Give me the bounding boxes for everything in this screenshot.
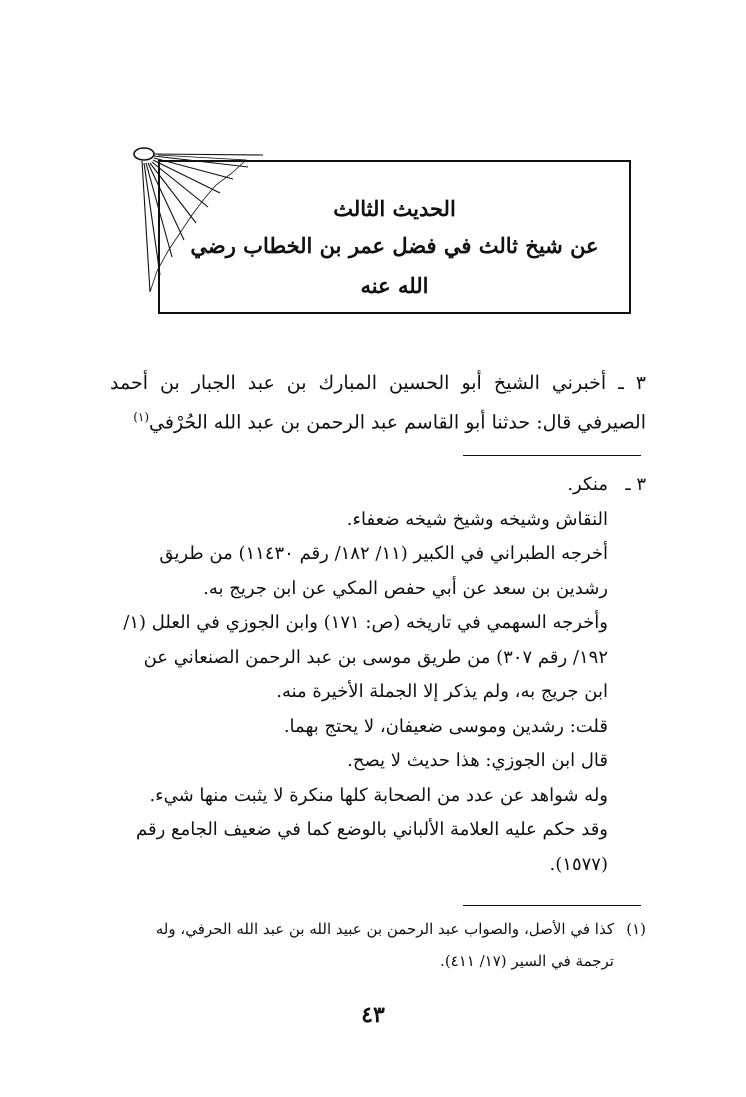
note-line: أخرجه الطبراني في الكبير (١١/ ١٨٢/ رقم ١١٤٣٠) من طريق رشدين بن سعد عن أبي حفص المكي عن ابن جريج به. bbox=[159, 543, 608, 599]
commentary-block bbox=[122, 468, 646, 882]
note-line: وأخرجه السهمي في تاريخه (ص: ١٧١) وابن الجوزي في العلل (١/ ١٩٢/ رقم ٣٠٧) من طريق موسى بن عبد الرحمن الصنعاني عن ابن جريج به، ولم يذكر إلا الجملة الأخيرة منه. bbox=[123, 612, 608, 702]
hadith-heading: الحديث الثالث bbox=[333, 196, 456, 221]
footnote-ref: (١) bbox=[133, 410, 150, 424]
note-line: وله شواهد عن عدد من الصحابة كلها منكرة لا يثبت منها شيء. bbox=[149, 784, 608, 806]
note-line: منكر. bbox=[567, 474, 608, 495]
footnote-text: كذا في الأصل، والصواب عبد الرحمن بن عبيد الله بن عبد الله الحرفي، وله ترجمة في السير (١٧/ ٤١١). bbox=[155, 920, 614, 970]
footnote bbox=[118, 913, 646, 977]
page-number: ٤٣ bbox=[361, 1002, 385, 1028]
note-number: ٣ ـ bbox=[625, 474, 646, 495]
hadith-body: ٣ ـ أخبرني الشيخ أبو الحسين المبارك بن عبد الجبار بن أحمد الصيرفي قال: حدثنا أبو القاسم عبد الرحمن بن عبد الله الحُرْفي bbox=[110, 372, 646, 434]
footnote-number: (١) bbox=[626, 920, 646, 938]
note-line: قال ابن الجوزي: هذا حديث لا يصح. bbox=[347, 750, 608, 771]
note-line: النقاش وشيخه وشيخ شيخه ضعفاء. bbox=[346, 508, 608, 530]
separator-rule bbox=[463, 455, 641, 456]
hadith-subheading: عن شيخ ثالث في فضل عمر بن الخطاب رضي الله عنه bbox=[190, 233, 599, 298]
note-line: وقد حكم عليه العلامة الألباني بالوضع كما في ضعيف الجامع رقم (١٥٧٧). bbox=[136, 819, 608, 875]
note-line: قلت: رشدين وموسى ضعيفان، لا يحتج بهما. bbox=[283, 715, 608, 737]
footnote-rule bbox=[463, 905, 641, 906]
title-box bbox=[158, 160, 631, 314]
hadith-text bbox=[110, 366, 646, 439]
